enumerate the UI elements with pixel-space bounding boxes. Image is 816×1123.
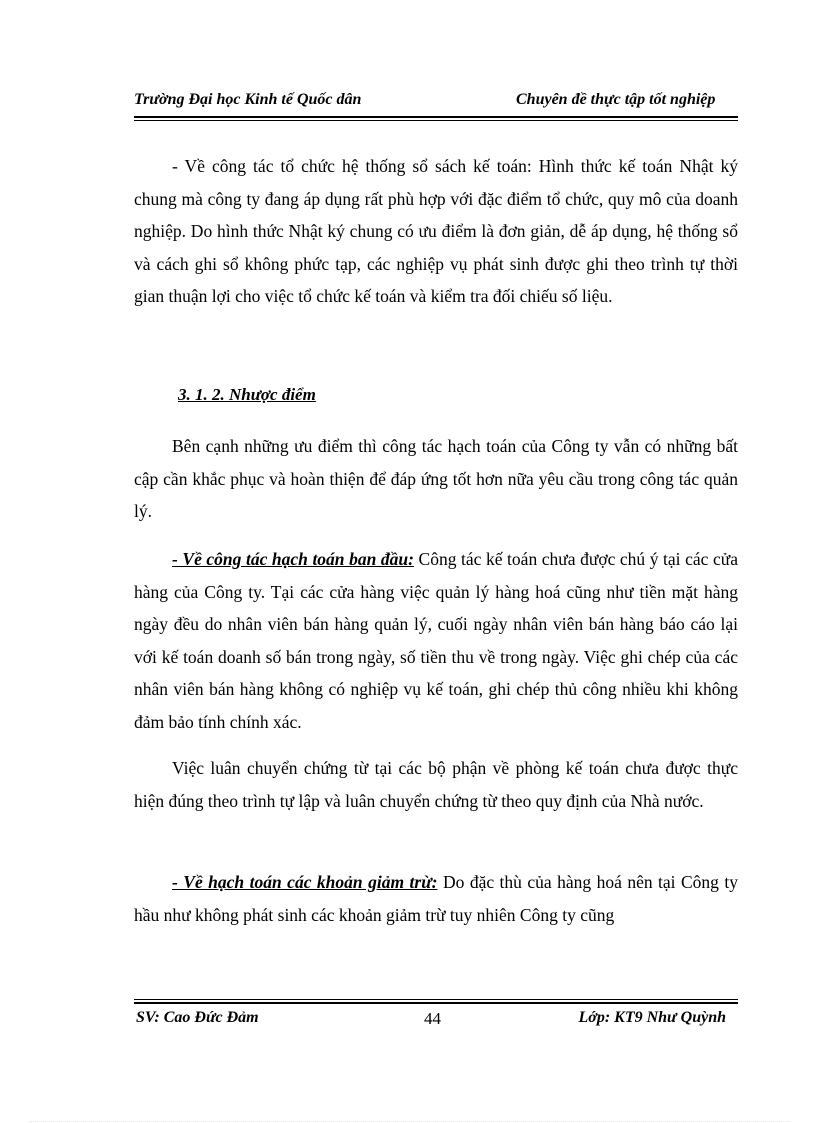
page-footer bbox=[134, 1009, 738, 1033]
paragraph-text: Bên cạnh những ưu điểm thì công tác hạch toán của Công ty vẫn có những bất cập cần khắc phục và hoàn thiện để đáp ứng tốt hơn nữa yêu cầu trong công tác quản lý. bbox=[134, 436, 738, 521]
footer-student: SV: Cao Đức Đảm bbox=[136, 1009, 259, 1026]
page-header bbox=[134, 90, 738, 130]
paragraph-text: Công tác kế toán chưa được chú ý tại các cửa hàng của Công ty. Tại các cửa hàng việc quản lý hàng hoá cũng như tiền mặt hàng ngày đều do nhân viên bán hàng quản lý, cuối ngày nhân viên bán hàng báo cáo lại với kế toán doanh số bán trong ngày, số tiền thu về trong ngày. Việc ghi chép của các nhân viên bán hàng không có nghiệp vụ kế toán, ghi chép thủ công nhiều khi không đảm bảo tính chính xác. bbox=[134, 549, 738, 732]
footer-rule-thin bbox=[134, 999, 738, 1000]
header-report-title: Chuyên đề thực tập tốt nghiệp bbox=[516, 91, 716, 108]
footer-class: Lớp: KT9 Như Quỳnh bbox=[578, 1009, 726, 1026]
paragraph-bookkeeping bbox=[134, 150, 738, 313]
paragraph-text: Việc luân chuyển chứng từ tại các bộ phận về phòng kế toán chưa được thực hiện đúng theo trình tự lập và luân chuyển chứng từ theo quy định của Nhà nước. bbox=[134, 758, 738, 811]
section-heading: 3. 1. 2. Nhược điểm bbox=[178, 385, 316, 404]
header-university: Trường Đại học Kinh tế Quốc dân bbox=[134, 91, 362, 108]
paragraph-lead: - Về công tác hạch toán ban đầu: bbox=[172, 549, 414, 569]
paragraph-limitations bbox=[134, 430, 738, 528]
paragraph-text: Do đặc thù của hàng hoá nên tại Công ty hầu như không phát sinh các khoản giảm trừ tuy nhiên Công ty cũng bbox=[134, 872, 738, 925]
page-number: 44 bbox=[424, 1009, 441, 1028]
paragraph-deductions bbox=[134, 866, 738, 931]
paragraph-text: - Về công tác tổ chức hệ thống sổ sách kế toán: Hình thức kế toán Nhật ký chung mà công ty đang áp dụng rất phù hợp với đặc điểm tổ chức, quy mô của doanh nghiệp. Do hình thức Nhật ký chung có ưu điểm là đơn giản, dễ áp dụng, hệ thống sổ và cách ghi sổ không phức tạp, các nghiệp vụ phát sinh được ghi theo trình tự thời gian thuận lợi cho việc tổ chức kế toán và kiểm tra đối chiếu số liệu. bbox=[134, 156, 738, 306]
paragraph-lead: - Về hạch toán các khoản giảm trừ: bbox=[172, 872, 438, 892]
header-rule-thick bbox=[134, 116, 738, 118]
header-rule-thin bbox=[134, 120, 738, 121]
footer-rule-thick bbox=[134, 1002, 738, 1004]
paragraph-initial-accounting bbox=[134, 543, 738, 738]
paragraph-document-flow bbox=[134, 752, 738, 817]
